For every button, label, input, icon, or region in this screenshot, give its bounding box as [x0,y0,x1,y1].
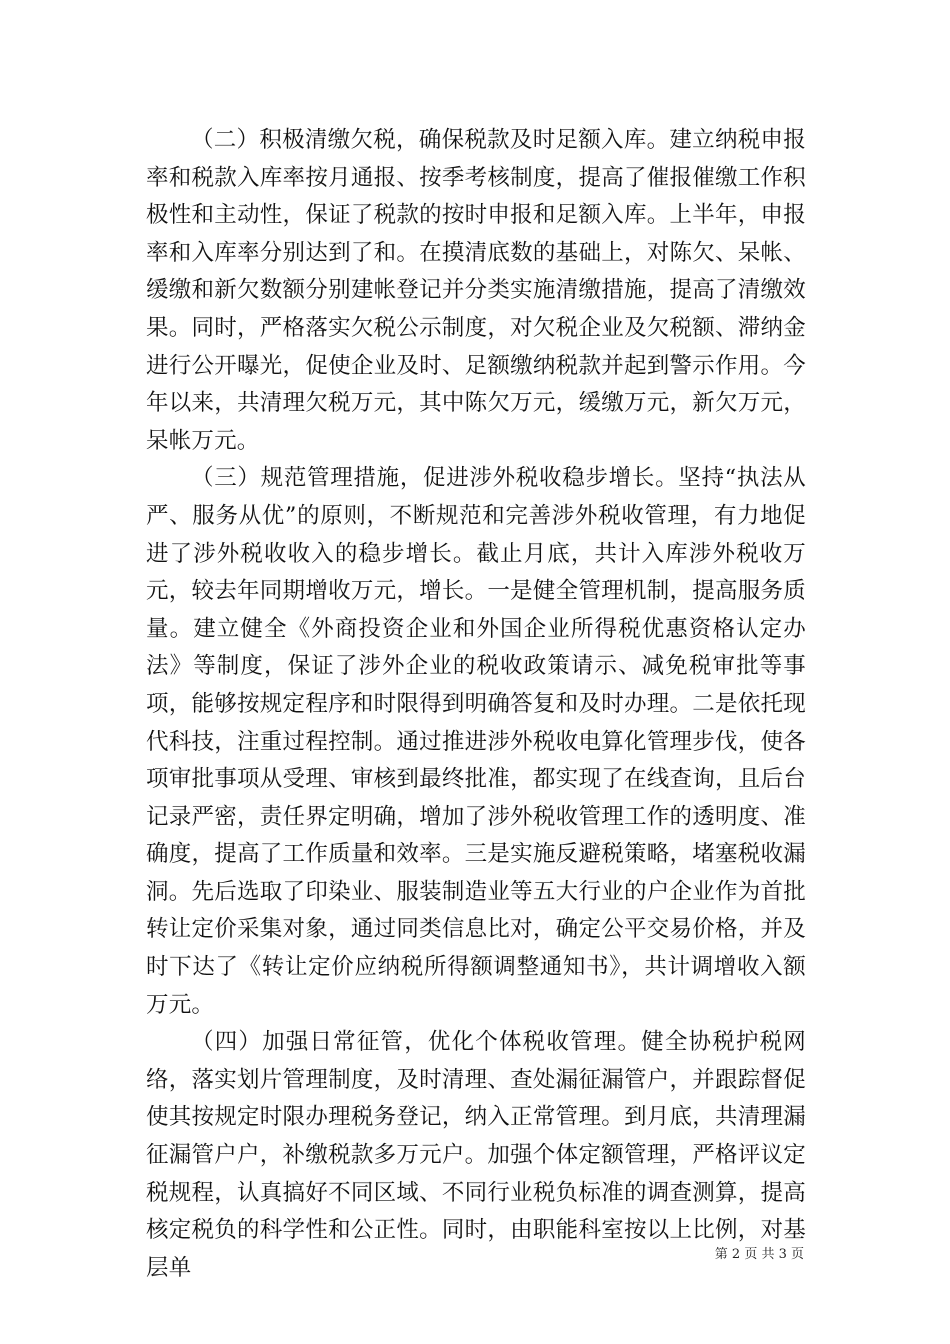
document-body [146,122,806,1287]
paragraph-individual-tax: （四）加强日常征管，优化个体税收管理。健全协税护税网络，落实划片管理制度，及时清理、查处漏征漏管户，并跟踪督促使其按规定时限办理税务登记，纳入正常管理。到月底，共清理漏征漏管户户，补缴税款多万元户。加强个体定额管理，严格评议定税规程，认真搞好不同区域、不同行业税负标准的调查测算，提高核定税负的科学性和公正性。同时，由职能科室按以上比例，对基层单 [146,1029,806,1281]
page-number-footer: 第 2 页 共 3 页 [714,1247,804,1262]
paragraph-foreign-tax: （三）规范管理措施，促进涉外税收稳步增长。坚持“执法从严、服务从优”的原则，不断规范和完善涉外税收管理，有力地促进了涉外税收收入的稳步增长。截止月底，共计入库涉外税收万元，较去年同期增收万元，增长。一是健全管理机制，提高服务质量。建立健全《外商投资企业和外国企业所得税优惠资格认定办法》等制度，保证了涉外企业的税收政策请示、减免税审批等事项，能够按规定程序和时限得到明确答复和及时办理。二是依托现代科技，注重过程控制。通过推进涉外税收电算化管理步伐，使各项审批事项从受理、审核到最终批准，都实现了在线查询，且后台记录严密，责任界定明确，增加了涉外税收管理工作的透明度、准确度，提高了工作质量和效率。三是实施反避税策略，堵塞税收漏洞。先后选取了印染业、服装制造业等五大行业的户企业作为首批转让定价采集对象，通过同类信息比对，确定公平交易价格，并及时下达了《转让定价应纳税所得额调整通知书》，共计调增收入额万元。 [146,465,806,1018]
paragraph-arrears-collection: （二）积极清缴欠税，确保税款及时足额入库。建立纳税申报率和税款入库率按月通报、按季考核制度，提高了催报催缴工作积极性和主动性，保证了税款的按时申报和足额入库。上半年，申报率和入库率分别达到了和。在摸清底数的基础上，对陈欠、呆帐、缓缴和新欠数额分别建帐登记并分类实施清缴措施，提高了清缴效果。同时，严格落实欠税公示制度，对欠税企业及欠税额、滞纳金进行公开曝光，促使企业及时、足额缴纳税款并起到警示作用。今年以来，共清理欠税万元，其中陈欠万元，缓缴万元，新欠万元，呆帐万元。 [146,127,806,454]
